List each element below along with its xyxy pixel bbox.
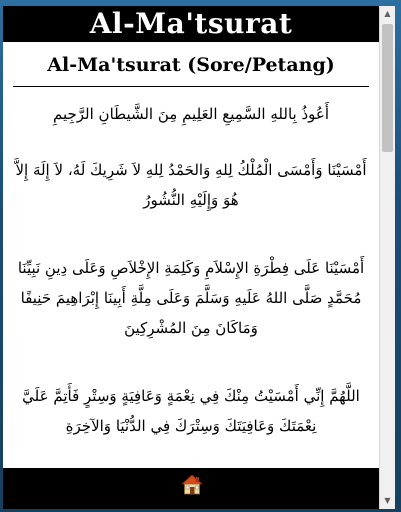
title-bar [3,6,379,42]
home-button[interactable] [181,474,203,496]
vertical-scrollbar[interactable] [379,6,395,509]
app-title: Al-Ma'tsurat [89,7,293,40]
scroll-thumb[interactable] [382,24,393,152]
page-subtitle: Al-Ma'tsurat (Sore/Petang) [47,54,335,76]
verse-text: أَمْسَيْنَا وَأَمْسَى الْمُلْكُ لِلهِ وَالحَمْدُ لِلهِ لاَ شَرِيكَ لَهُ، لاَ إِلَهَ إِلاَّ هُوَ وَإِلَيْهِ النُّشُورُ [15,161,367,209]
app-frame [3,6,379,509]
home-icon [181,474,203,496]
bottom-toolbar [3,468,379,509]
verse-text: اللَّهُمَّ إِنِّي أَمْسَيْتُ مِنْكَ فِي نِعْمَةٍ وَعَافِيَةٍ وَسِتْرٍ فَأَتِمَّ عَلَيَّ نِعْمَتَكَ وَعَافِيَتَكَ وَسِتْرَكَ فِي الدُّنْيَا وَالآخِرَةِ [22,387,360,435]
scroll-down-button[interactable]: ▼ [380,493,395,509]
verse-text: أَمْسَيْنَا عَلَى فِطْرَةِ الإِسْلاَمِ وَكَلِمَةِ الإِخْلاَصِ وَعَلَى دِينِ نَبِيِّنَا مُحَمَّدٍ صَلَّى اللهُ عَلَيهِ وَسَلَّمَ وَعَلَى مِلَّةِ أَبِينَا إِبْرَاهِيمَ حَنِيفًا وَمَاكَانَ مِنَ المُشْرِكِينَ [17,259,365,337]
content-area[interactable] [3,42,379,468]
verse-text: أَعُوذُ بِاللهِ السَّمِيعِ العَلِيمِ مِنَ الشَّيطَانِ الرَّجِيمِ [52,105,329,123]
divider [13,86,369,87]
scroll-up-button[interactable]: ▲ [380,6,395,22]
